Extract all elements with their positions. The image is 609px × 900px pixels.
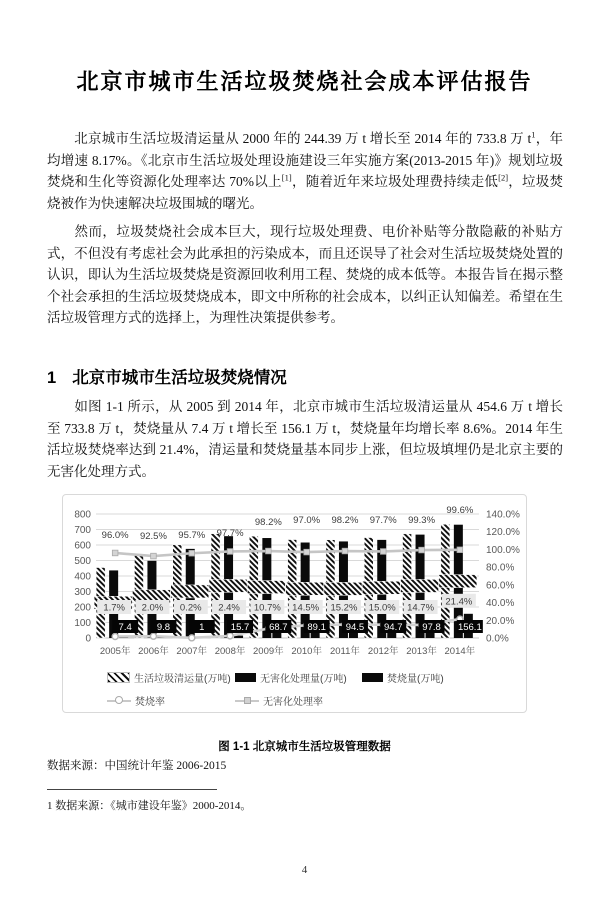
svg-text:700: 700 bbox=[74, 525, 91, 536]
svg-text:1: 1 bbox=[199, 622, 205, 633]
svg-text:98.2%: 98.2% bbox=[254, 517, 282, 529]
svg-text:800: 800 bbox=[74, 509, 91, 521]
section-heading bbox=[47, 364, 563, 388]
black-swatch-icon bbox=[362, 673, 383, 682]
svg-text:15.7: 15.7 bbox=[230, 622, 250, 633]
svg-text:68.7: 68.7 bbox=[269, 622, 288, 633]
black-swatch-icon bbox=[235, 673, 256, 682]
svg-text:20.0%: 20.0% bbox=[486, 615, 515, 627]
body-paragraph-3: 如图 1-1 所示，从 2005 到 2014 年，北京市城市生活垃圾清运量从 454.6 万 t 增长至 733.8 万 t，焚烧量从 7.4 万 t 增长至 156.1 万 t，焚烧量年均增长率 8.6%。2014 年生活垃圾焚烧率达到 21.4%，清运量和焚烧量基本同步上涨，但垃圾填埋仍是北京主要的无害化处理方式。 bbox=[47, 399, 563, 479]
svg-text:14.7%: 14.7% bbox=[407, 602, 435, 614]
legend-item-qingyunliang: 生活垃圾清运量(万吨) bbox=[107, 670, 231, 685]
svg-text:400: 400 bbox=[74, 571, 91, 583]
legend-item-wuhaihua-lv: 无害化处理率 bbox=[235, 693, 323, 708]
footnote-divider bbox=[47, 789, 217, 790]
svg-text:2007年: 2007年 bbox=[176, 646, 208, 657]
svg-text:40.0%: 40.0% bbox=[486, 598, 515, 610]
svg-text:99.6%: 99.6% bbox=[446, 504, 474, 516]
svg-text:300: 300 bbox=[74, 587, 91, 598]
svg-text:500: 500 bbox=[74, 556, 91, 567]
body-paragraph-2: 然而，垃圾焚烧社会成本巨大，现行垃圾处理费、电价补贴等分散隐蔽的补贴方式，不但没有考虑社会为此承担的污染成本，而且还误导了社会对生活垃圾焚烧处置的认识，即认为生活垃圾焚烧是资源回收利用工程、焚烧的成本低等。本报告旨在揭示整个社会承担的生活垃圾焚烧成本，即文中所称的社会成本，以纠正认知偏差。希望在生活垃圾管理方式的选择上，为理性决策提供参考。 bbox=[47, 224, 563, 325]
svg-text:15.2%: 15.2% bbox=[330, 602, 358, 614]
svg-text:2.4%: 2.4% bbox=[218, 602, 240, 614]
svg-text:156.1: 156.1 bbox=[457, 622, 482, 633]
line-circle-marker-icon bbox=[107, 697, 131, 705]
page-number: 4 bbox=[301, 864, 308, 876]
legend-item-fenshaoliang: 焚烧量(万吨) bbox=[362, 670, 444, 685]
section-number: 1 bbox=[47, 368, 57, 387]
svg-text:2006年: 2006年 bbox=[138, 646, 169, 657]
svg-text:2.0%: 2.0% bbox=[141, 602, 164, 614]
svg-text:140.0%: 140.0% bbox=[486, 509, 520, 521]
svg-text:100: 100 bbox=[74, 618, 91, 629]
svg-text:15.0%: 15.0% bbox=[368, 602, 396, 614]
svg-text:89.1: 89.1 bbox=[307, 622, 326, 633]
svg-text:97.7%: 97.7% bbox=[369, 514, 397, 526]
svg-text:10.7%: 10.7% bbox=[253, 602, 281, 614]
figure-source: 数据来源：中国统计年鉴 2006-2015 bbox=[47, 760, 227, 772]
svg-text:95.7%: 95.7% bbox=[178, 530, 206, 542]
svg-text:60.0%: 60.0% bbox=[486, 580, 515, 592]
svg-text:97.0%: 97.0% bbox=[293, 515, 321, 527]
svg-text:94.5: 94.5 bbox=[345, 622, 365, 633]
svg-text:120.0%: 120.0% bbox=[486, 527, 520, 539]
chart-canvas bbox=[63, 495, 526, 665]
svg-text:600: 600 bbox=[74, 540, 91, 552]
svg-text:1.7%: 1.7% bbox=[103, 602, 125, 614]
svg-text:9.8: 9.8 bbox=[156, 622, 171, 633]
report-title: 北京市城市生活垃圾焚烧社会成本评估报告 bbox=[76, 68, 533, 94]
figure-chart bbox=[62, 494, 527, 713]
svg-text:21.4%: 21.4% bbox=[445, 596, 473, 608]
svg-text:200: 200 bbox=[74, 602, 91, 614]
svg-text:80.0%: 80.0% bbox=[486, 562, 515, 574]
svg-text:2009年: 2009年 bbox=[253, 646, 284, 657]
legend-item-wuhaihua-liang: 无害化处理量(万吨) bbox=[235, 670, 347, 685]
svg-text:92.5%: 92.5% bbox=[139, 531, 167, 543]
figure-caption: 图 1-1 北京城市生活垃圾管理数据 bbox=[218, 741, 391, 753]
svg-text:94.7: 94.7 bbox=[384, 622, 403, 633]
svg-text:0.0%: 0.0% bbox=[486, 633, 509, 645]
hatch-swatch-icon bbox=[107, 672, 130, 683]
svg-text:2012年: 2012年 bbox=[367, 646, 399, 657]
footnote: 1 数据来源：《城市建设年鉴》2000-2014。 bbox=[47, 800, 252, 812]
svg-text:2008年: 2008年 bbox=[214, 646, 246, 657]
line-square-marker-icon bbox=[235, 697, 259, 705]
svg-text:99.3%: 99.3% bbox=[408, 515, 436, 527]
svg-text:2005年: 2005年 bbox=[99, 646, 131, 657]
svg-text:2010年: 2010年 bbox=[291, 646, 322, 657]
svg-text:14.5%: 14.5% bbox=[292, 602, 320, 614]
body-paragraph-1: 北京城市生活垃圾清运量从 2000 年的 244.39 万 t 增长至 2014 年的 733.8 万 $t^1$，年均增速 8.17%。《北京市生活垃圾处理设施建设三年实施方案(2013-2015 年)》规划垃圾焚烧和生化等资源化处理率达 70%以上[1]，随着近年来垃圾处理费持续走低[2]，垃圾焚烧被作为快速解决垃圾围城的曙光。 bbox=[47, 129, 564, 211]
svg-text:7.4: 7.4 bbox=[118, 622, 132, 633]
svg-text:97.8: 97.8 bbox=[422, 622, 441, 633]
legend-item-fenshaolv: 焚烧率 bbox=[107, 693, 165, 708]
svg-text:2013年: 2013年 bbox=[406, 646, 437, 657]
section-title: 北京市城市生活垃圾焚烧情况 bbox=[72, 368, 287, 387]
svg-text:97.7%: 97.7% bbox=[216, 527, 244, 539]
svg-text:0: 0 bbox=[85, 633, 91, 645]
svg-text:2011年: 2011年 bbox=[329, 646, 360, 657]
svg-text:98.2%: 98.2% bbox=[331, 515, 359, 527]
svg-text:2014年: 2014年 bbox=[444, 646, 476, 657]
svg-text:0.2%: 0.2% bbox=[179, 602, 202, 614]
svg-text:100.0%: 100.0% bbox=[486, 544, 520, 556]
svg-text:96.0%: 96.0% bbox=[101, 529, 129, 541]
